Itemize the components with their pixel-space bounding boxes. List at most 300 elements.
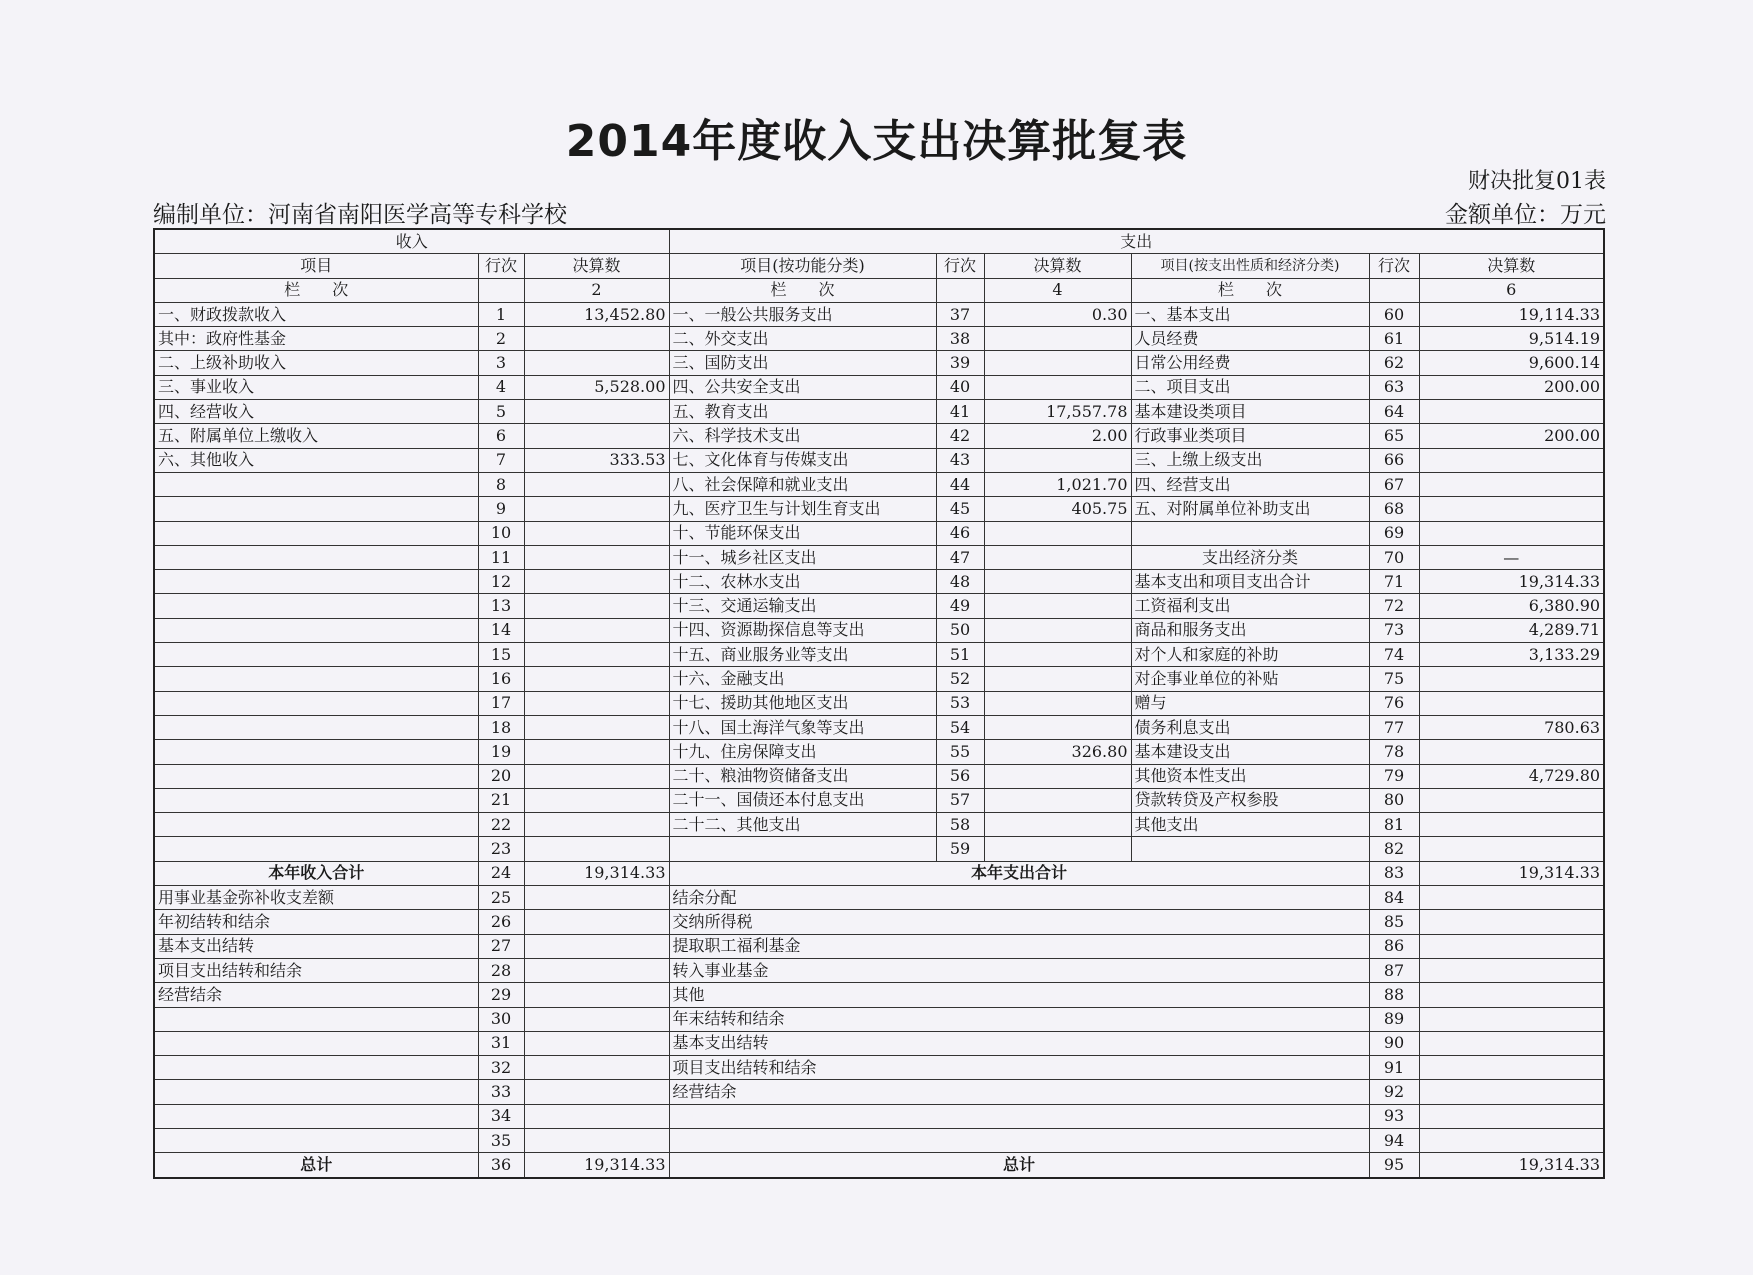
row-number: 10	[478, 521, 524, 545]
row-number: 37	[936, 302, 984, 326]
econ-amount: 9,600.14	[1419, 351, 1604, 375]
econ-amount	[1419, 400, 1604, 424]
table-row	[154, 740, 1604, 764]
func-item: 十八、国土海洋气象等支出	[669, 715, 936, 739]
income-item	[154, 813, 478, 837]
func-amount	[984, 837, 1131, 861]
distribution-amount	[1419, 983, 1604, 1007]
econ-item: 工资福利支出	[1131, 594, 1369, 618]
func-item: 十、节能环保支出	[669, 521, 936, 545]
income-item: 一、财政拨款收入	[154, 302, 478, 326]
page-title: 2014年度收入支出决算批复表	[565, 116, 1188, 167]
econ-amount: 3,133.29	[1419, 643, 1604, 667]
income-amount	[524, 740, 669, 764]
row-number: 13	[478, 594, 524, 618]
row-number: 57	[936, 788, 984, 812]
table-row	[154, 837, 1604, 861]
distribution-item: 年末结转和结余	[669, 1007, 1369, 1031]
row-number: 65	[1369, 424, 1419, 448]
row-number: 61	[1369, 327, 1419, 351]
row-number: 41	[936, 400, 984, 424]
column-header-row	[154, 254, 1604, 278]
row-number: 16	[478, 667, 524, 691]
func-item: 八、社会保障和就业支出	[669, 472, 936, 496]
func-amount	[984, 618, 1131, 642]
econ-item: 债务利息支出	[1131, 715, 1369, 739]
table-row	[154, 570, 1604, 594]
func-item: 九、医疗卫生与计划生育支出	[669, 497, 936, 521]
header-amount: 决算数	[984, 254, 1131, 278]
col-number: 4	[984, 278, 1131, 302]
row-number: 67	[1369, 472, 1419, 496]
row-number: 68	[1369, 497, 1419, 521]
table-row	[154, 351, 1604, 375]
grand-total-row	[154, 1153, 1604, 1178]
section-header-row	[154, 229, 1604, 254]
econ-amount: 780.63	[1419, 715, 1604, 739]
year-total-row	[154, 861, 1604, 885]
func-item	[669, 837, 936, 861]
row-number: 31	[478, 1031, 524, 1055]
income-amount	[524, 958, 669, 982]
func-item: 二十、粮油物资储备支出	[669, 764, 936, 788]
econ-item: 基本建设支出	[1131, 740, 1369, 764]
econ-item: 基本支出和项目支出合计	[1131, 570, 1369, 594]
distribution-amount	[1419, 1104, 1604, 1128]
distribution-amount	[1419, 1128, 1604, 1152]
func-amount	[984, 594, 1131, 618]
income-amount	[524, 594, 669, 618]
table-row	[154, 813, 1604, 837]
income-amount	[524, 1007, 669, 1031]
income-amount	[524, 983, 669, 1007]
income-amount	[524, 764, 669, 788]
econ-amount: 19,114.33	[1419, 302, 1604, 326]
func-item: 二十二、其他支出	[669, 813, 936, 837]
row-number: 77	[1369, 715, 1419, 739]
econ-amount	[1419, 837, 1604, 861]
func-amount	[984, 813, 1131, 837]
row-number: 6	[478, 424, 524, 448]
econ-amount: 4,289.71	[1419, 618, 1604, 642]
row-number: 21	[478, 788, 524, 812]
table-row	[154, 691, 1604, 715]
header-func-item: 项目(按功能分类)	[669, 254, 936, 278]
distribution-amount	[1419, 1080, 1604, 1104]
row-number: 84	[1369, 886, 1419, 910]
income-amount	[524, 643, 669, 667]
table-row	[154, 643, 1604, 667]
row-number: 27	[478, 934, 524, 958]
income-item	[154, 1056, 478, 1080]
distribution-amount	[1419, 1031, 1604, 1055]
header-amount: 决算数	[1419, 254, 1604, 278]
distribution-amount	[1419, 1007, 1604, 1031]
row-number: 78	[1369, 740, 1419, 764]
income-item	[154, 837, 478, 861]
econ-amount	[1419, 788, 1604, 812]
table-row	[154, 594, 1604, 618]
row-number: 44	[936, 472, 984, 496]
income-item	[154, 570, 478, 594]
budget-table	[153, 228, 1605, 1179]
econ-item: 支出经济分类	[1131, 545, 1369, 569]
func-item: 六、科学技术支出	[669, 424, 936, 448]
row-number: 18	[478, 715, 524, 739]
func-amount	[984, 788, 1131, 812]
econ-amount: 4,729.80	[1419, 764, 1604, 788]
func-amount	[984, 351, 1131, 375]
func-item: 十五、商业服务业等支出	[669, 643, 936, 667]
row-number: 2	[478, 327, 524, 351]
row-number: 26	[478, 910, 524, 934]
income-amount	[524, 1128, 669, 1152]
row-number: 35	[478, 1128, 524, 1152]
expenditure-section-header: 支出	[669, 229, 1604, 254]
row-number: 40	[936, 375, 984, 399]
income-item	[154, 521, 478, 545]
econ-item	[1131, 837, 1369, 861]
func-item: 十二、农林水支出	[669, 570, 936, 594]
col-row-label: 栏 次	[154, 278, 478, 302]
income-item	[154, 594, 478, 618]
income-amount	[524, 424, 669, 448]
row-number: 64	[1369, 400, 1419, 424]
func-item: 二、外交支出	[669, 327, 936, 351]
row-number: 66	[1369, 448, 1419, 472]
table-row	[154, 424, 1604, 448]
econ-item: 贷款转贷及产权参股	[1131, 788, 1369, 812]
table-row	[154, 375, 1604, 399]
row-number: 36	[478, 1153, 524, 1178]
func-amount: 17,557.78	[984, 400, 1131, 424]
econ-item: 二、项目支出	[1131, 375, 1369, 399]
row-number: 24	[478, 861, 524, 885]
econ-item: 其他支出	[1131, 813, 1369, 837]
income-amount	[524, 1080, 669, 1104]
income-amount	[524, 521, 669, 545]
row-number: 90	[1369, 1031, 1419, 1055]
econ-amount: 200.00	[1419, 375, 1604, 399]
income-amount	[524, 691, 669, 715]
income-item: 用事业基金弥补收支差额	[154, 886, 478, 910]
func-amount	[984, 521, 1131, 545]
income-item	[154, 545, 478, 569]
header-row-no: 行次	[936, 254, 984, 278]
table-row	[154, 886, 1604, 910]
income-amount	[524, 813, 669, 837]
econ-item: 四、经营支出	[1131, 472, 1369, 496]
income-amount	[524, 837, 669, 861]
func-item: 十九、住房保障支出	[669, 740, 936, 764]
income-item: 五、附属单位上缴收入	[154, 424, 478, 448]
func-amount	[984, 691, 1131, 715]
row-number: 43	[936, 448, 984, 472]
row-number: 7	[478, 448, 524, 472]
col-row-label: 栏 次	[1131, 278, 1369, 302]
reporting-unit: 编制单位：河南省南阳医学高等专科学校	[153, 202, 567, 228]
income-amount	[524, 1031, 669, 1055]
total-label: 本年支出合计	[669, 861, 1369, 885]
form-code: 财决批复01表	[1468, 169, 1606, 194]
row-number: 50	[936, 618, 984, 642]
func-item: 四、公共安全支出	[669, 375, 936, 399]
row-number: 19	[478, 740, 524, 764]
total-label: 总计	[154, 1153, 478, 1178]
func-item: 十一、城乡社区支出	[669, 545, 936, 569]
income-amount	[524, 497, 669, 521]
income-item	[154, 715, 478, 739]
income-item: 年初结转和结余	[154, 910, 478, 934]
row-number: 17	[478, 691, 524, 715]
func-amount	[984, 327, 1131, 351]
func-item: 三、国防支出	[669, 351, 936, 375]
distribution-item: 项目支出结转和结余	[669, 1056, 1369, 1080]
income-item: 项目支出结转和结余	[154, 958, 478, 982]
row-number: 12	[478, 570, 524, 594]
row-number: 85	[1369, 910, 1419, 934]
distribution-amount	[1419, 934, 1604, 958]
row-number: 9	[478, 497, 524, 521]
row-number: 29	[478, 983, 524, 1007]
econ-item	[1131, 521, 1369, 545]
income-item	[154, 618, 478, 642]
row-number: 28	[478, 958, 524, 982]
income-item	[154, 667, 478, 691]
row-number: 94	[1369, 1128, 1419, 1152]
income-item	[154, 643, 478, 667]
row-number: 23	[478, 837, 524, 861]
func-amount	[984, 570, 1131, 594]
row-number: 34	[478, 1104, 524, 1128]
income-section-header: 收入	[154, 229, 669, 254]
row-number: 93	[1369, 1104, 1419, 1128]
income-item	[154, 740, 478, 764]
cell	[936, 278, 984, 302]
distribution-item: 转入事业基金	[669, 958, 1369, 982]
distribution-amount	[1419, 910, 1604, 934]
table-row	[154, 764, 1604, 788]
distribution-item: 结余分配	[669, 886, 1369, 910]
econ-item: 一、基本支出	[1131, 302, 1369, 326]
income-item: 六、其他收入	[154, 448, 478, 472]
table-row	[154, 910, 1604, 934]
func-item: 二十一、国债还本付息支出	[669, 788, 936, 812]
row-number: 39	[936, 351, 984, 375]
econ-item: 行政事业类项目	[1131, 424, 1369, 448]
row-number: 46	[936, 521, 984, 545]
table-row	[154, 958, 1604, 982]
table-row	[154, 472, 1604, 496]
total-amount: 19,314.33	[1419, 861, 1604, 885]
table-row	[154, 1080, 1604, 1104]
func-amount: 2.00	[984, 424, 1131, 448]
row-number: 30	[478, 1007, 524, 1031]
row-number: 73	[1369, 618, 1419, 642]
distribution-amount	[1419, 1056, 1604, 1080]
header-amount: 决算数	[524, 254, 669, 278]
row-number: 88	[1369, 983, 1419, 1007]
econ-amount	[1419, 497, 1604, 521]
income-amount	[524, 472, 669, 496]
row-number: 83	[1369, 861, 1419, 885]
econ-amount: 19,314.33	[1419, 570, 1604, 594]
row-number: 62	[1369, 351, 1419, 375]
econ-item: 五、对附属单位补助支出	[1131, 497, 1369, 521]
econ-amount: 200.00	[1419, 424, 1604, 448]
income-amount	[524, 400, 669, 424]
econ-item: 人员经费	[1131, 327, 1369, 351]
row-number: 48	[936, 570, 984, 594]
distribution-amount	[1419, 958, 1604, 982]
income-amount	[524, 618, 669, 642]
econ-amount	[1419, 521, 1604, 545]
row-number: 1	[478, 302, 524, 326]
func-amount	[984, 375, 1131, 399]
income-item: 基本支出结转	[154, 934, 478, 958]
func-item: 一、一般公共服务支出	[669, 302, 936, 326]
row-number: 91	[1369, 1056, 1419, 1080]
econ-item: 日常公用经费	[1131, 351, 1369, 375]
row-number: 76	[1369, 691, 1419, 715]
row-number: 20	[478, 764, 524, 788]
row-number: 87	[1369, 958, 1419, 982]
table-row	[154, 448, 1604, 472]
row-number: 5	[478, 400, 524, 424]
header-econ-item: 项目(按支出性质和经济分类)	[1131, 254, 1369, 278]
income-item	[154, 472, 478, 496]
income-amount	[524, 910, 669, 934]
row-number: 74	[1369, 643, 1419, 667]
row-number: 14	[478, 618, 524, 642]
table-row	[154, 545, 1604, 569]
income-amount	[524, 667, 669, 691]
row-number: 49	[936, 594, 984, 618]
econ-item: 对个人和家庭的补助	[1131, 643, 1369, 667]
income-item	[154, 691, 478, 715]
income-item	[154, 1128, 478, 1152]
table-row	[154, 1007, 1604, 1031]
row-number: 72	[1369, 594, 1419, 618]
distribution-item: 交纳所得税	[669, 910, 1369, 934]
income-item: 四、经营收入	[154, 400, 478, 424]
income-item	[154, 1104, 478, 1128]
total-amount: 19,314.33	[1419, 1153, 1604, 1178]
income-item	[154, 788, 478, 812]
func-amount: 0.30	[984, 302, 1131, 326]
income-item: 三、事业收入	[154, 375, 478, 399]
func-item: 十三、交通运输支出	[669, 594, 936, 618]
row-number: 45	[936, 497, 984, 521]
econ-item: 基本建设类项目	[1131, 400, 1369, 424]
row-number: 42	[936, 424, 984, 448]
row-number: 56	[936, 764, 984, 788]
econ-amount	[1419, 667, 1604, 691]
cell	[478, 278, 524, 302]
row-number: 3	[478, 351, 524, 375]
econ-item: 赠与	[1131, 691, 1369, 715]
total-amount: 19,314.33	[524, 1153, 669, 1178]
func-amount	[984, 764, 1131, 788]
row-number: 59	[936, 837, 984, 861]
table-row	[154, 618, 1604, 642]
amount-unit: 金额单位：万元	[1445, 202, 1606, 228]
table-row	[154, 934, 1604, 958]
row-number: 75	[1369, 667, 1419, 691]
row-number: 11	[478, 545, 524, 569]
distribution-item	[669, 1128, 1369, 1152]
econ-amount	[1419, 472, 1604, 496]
row-number: 89	[1369, 1007, 1419, 1031]
row-number: 15	[478, 643, 524, 667]
income-amount	[524, 934, 669, 958]
econ-amount	[1419, 691, 1604, 715]
table-row	[154, 497, 1604, 521]
func-amount	[984, 545, 1131, 569]
econ-item: 三、上缴上级支出	[1131, 448, 1369, 472]
income-amount	[524, 788, 669, 812]
income-amount	[524, 545, 669, 569]
table-row	[154, 521, 1604, 545]
col-number: 2	[524, 278, 669, 302]
income-amount	[524, 351, 669, 375]
row-number: 25	[478, 886, 524, 910]
row-number: 33	[478, 1080, 524, 1104]
func-item: 十六、金融支出	[669, 667, 936, 691]
row-number: 4	[478, 375, 524, 399]
table-row	[154, 327, 1604, 351]
table-body	[154, 229, 1604, 1178]
income-amount	[524, 570, 669, 594]
income-item	[154, 1007, 478, 1031]
column-number-row	[154, 278, 1604, 302]
econ-item: 对企事业单位的补贴	[1131, 667, 1369, 691]
income-amount: 5,528.00	[524, 375, 669, 399]
table-row	[154, 667, 1604, 691]
header-item: 项目	[154, 254, 478, 278]
income-amount: 13,452.80	[524, 302, 669, 326]
distribution-item: 基本支出结转	[669, 1031, 1369, 1055]
row-number: 79	[1369, 764, 1419, 788]
row-number: 80	[1369, 788, 1419, 812]
func-amount	[984, 667, 1131, 691]
row-number: 32	[478, 1056, 524, 1080]
header-row-no: 行次	[1369, 254, 1419, 278]
table-row	[154, 1056, 1604, 1080]
distribution-item	[669, 1104, 1369, 1128]
income-item: 二、上级补助收入	[154, 351, 478, 375]
row-number: 70	[1369, 545, 1419, 569]
row-number: 47	[936, 545, 984, 569]
income-amount	[524, 886, 669, 910]
func-amount	[984, 643, 1131, 667]
row-number: 95	[1369, 1153, 1419, 1178]
table-row	[154, 1031, 1604, 1055]
income-item	[154, 1080, 478, 1104]
econ-amount: —	[1419, 545, 1604, 569]
func-amount: 1,021.70	[984, 472, 1131, 496]
row-number: 58	[936, 813, 984, 837]
row-number: 92	[1369, 1080, 1419, 1104]
row-number: 71	[1369, 570, 1419, 594]
econ-item: 商品和服务支出	[1131, 618, 1369, 642]
col-number: 6	[1419, 278, 1604, 302]
income-amount	[524, 715, 669, 739]
row-number: 38	[936, 327, 984, 351]
row-number: 63	[1369, 375, 1419, 399]
func-item: 十四、资源勘探信息等支出	[669, 618, 936, 642]
cell	[1369, 278, 1419, 302]
